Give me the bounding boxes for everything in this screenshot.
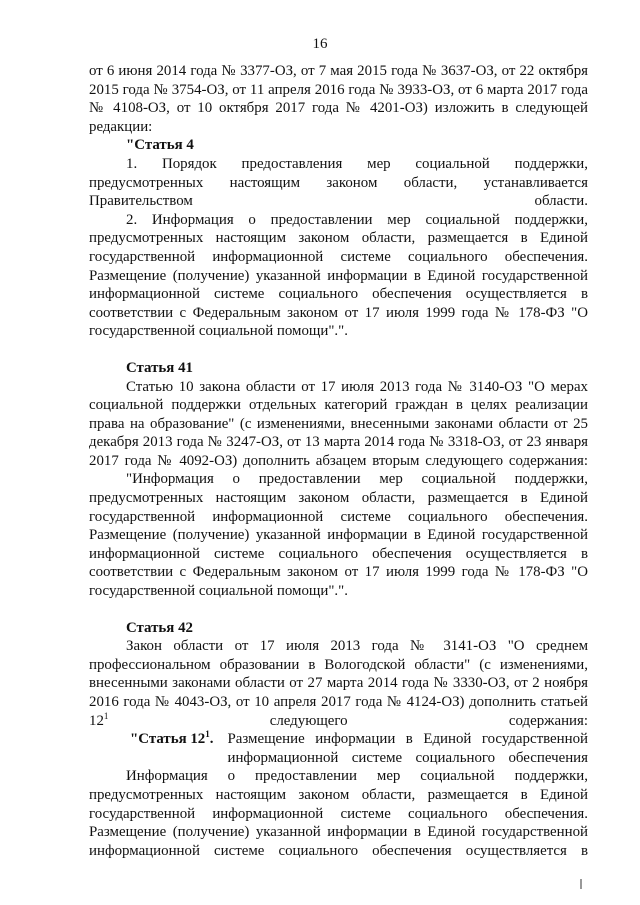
article-42-heading: Статья 42 — [126, 619, 193, 636]
page-number: 16 — [312, 36, 328, 52]
article-4-heading: "Статья 4 — [126, 137, 194, 154]
article-4-paragraph-2: 2. Информация о предоставлении мер социальной поддержки, предусмотренных настоящим законом области, размещается в Единой государственной информационной системе социального обеспечения. Размещение (получение) указанной информации в Единой государственной информационной системе социального обеспечения осуществляется в соответствии с Федеральным законом от 17 июля 1999 года № 178-ФЗ "О государственной социальной помощи".". — [89, 211, 588, 340]
article-42-paragraph-2: Информация о предоставлении мер социальной поддержки, предусмотренных настоящим законом области, размещается в Единой государственной информационной системе социального обеспечения. Размещение (получение) указанной информации в Единой государственной информационной системе социального обеспечения осуществляется в — [89, 768, 588, 859]
article-41-heading: Статья 41 — [126, 359, 193, 376]
article-12-1-label: "Статья $12^1$. — [130, 729, 214, 748]
article-12-1-title: Размещение информации в Единой государственной информационной системе социального обеспечения — [227, 731, 588, 766]
scan-mark — [580, 879, 582, 889]
article-4-paragraph-1: 1. Порядок предоставления мер социальной поддержки, предусмотренных настоящим законом области, устанавливается Правительством области. — [89, 155, 588, 210]
article-42-paragraph-1: Закон области от 17 июля 2013 года № 3141-ОЗ "О среднем профессиональном образовании в Вологодской области" (с изменениями, внесенными законами области от 27 марта 2014 года № 3330-ОЗ, от 2 ноября 2016 года № 4043-ОЗ, от 10 апреля 2017 года № 4124-ОЗ) дополнить статьей $12^1$ следующего содержания: — [89, 638, 588, 729]
document-body — [89, 62, 588, 860]
intro-paragraph: от 6 июня 2014 года № 3377-ОЗ, от 7 мая 2015 года № 3637-ОЗ, от 22 октября 2015 года № 3754-ОЗ, от 11 апреля 2016 года № 3933-ОЗ, от 6 марта 2017 года № 4108-ОЗ, от 10 октября 2017 года № 4201-ОЗ) изложить в следующей редакции: — [89, 63, 588, 135]
article-41-paragraph-2: "Информация о предоставлении мер социальной поддержки, предусмотренных настоящим законом области, размещается в Единой государственной информационной системе социального обеспечения. Размещение (получение) указанной информации в Единой государственной информационной системе социального обеспечения осуществляется в соответствии с Федеральным законом от 17 июля 1999 года № 178-ФЗ "О государственной социальной помощи".". — [89, 471, 588, 600]
article-41-paragraph-1: Статью 10 закона области от 17 июля 2013 года № 3140-ОЗ "О мерах социальной поддержки отдельных категорий граждан в целях реализации права на образование" (с изменениями, внесенными законами области от 25 декабря 2013 года № 3247-ОЗ, от 13 марта 2014 года № 3318-ОЗ, от 23 января 2017 года № 4092-ОЗ) дополнить абзацем вторым следующего содержания: — [89, 378, 588, 469]
article-12-1-title-block — [130, 730, 588, 767]
